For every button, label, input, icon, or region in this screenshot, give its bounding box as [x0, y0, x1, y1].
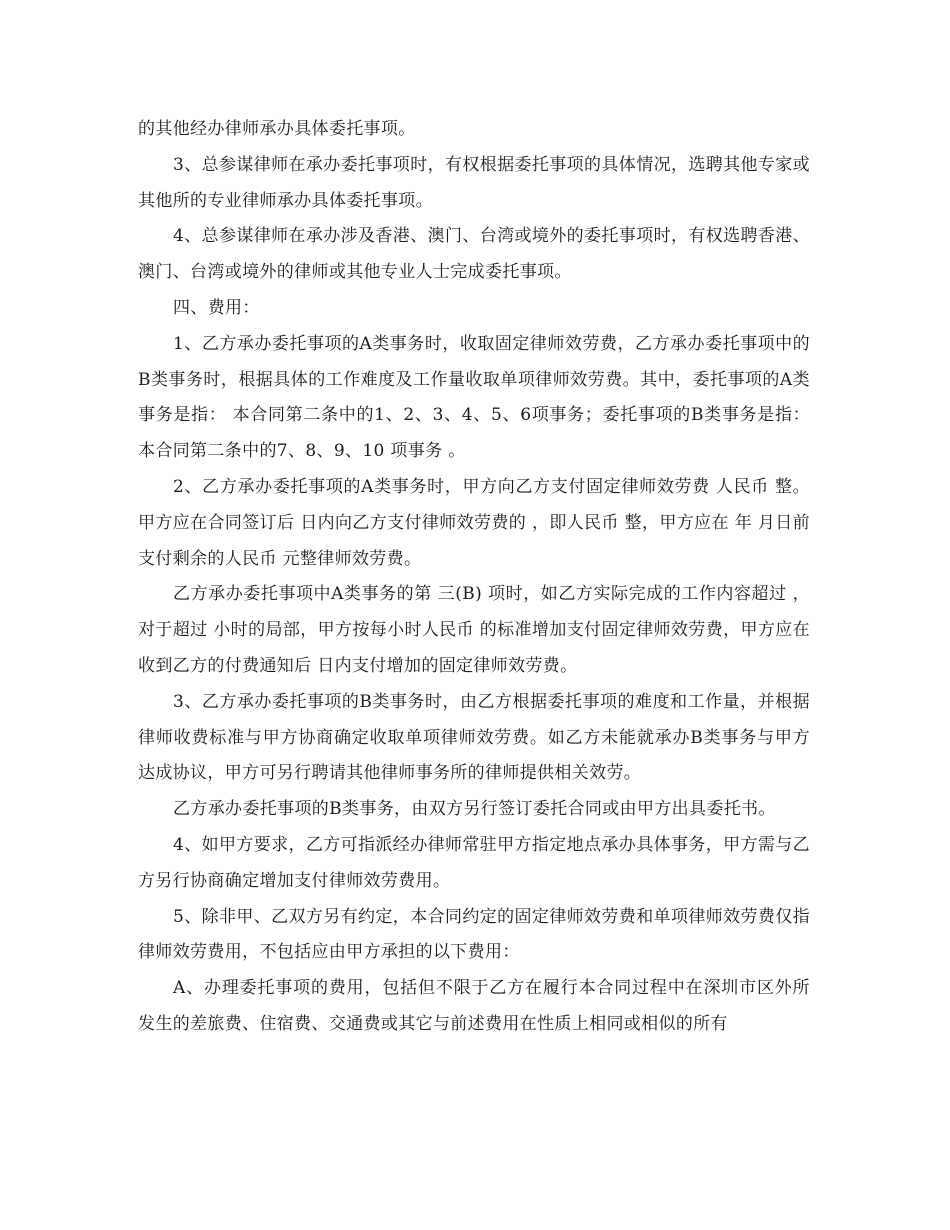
paragraph-fee-3: 3、乙方承办委托事项的B类事务时，由乙方根据委托事项的难度和工作量，并根据律师收费标准与甲方协商确定收取单项律师效劳费。如乙方未能就承办B类事务与甲方达成协议，甲方可另行聘请其他律师事务所的律师提供相关效劳。	[138, 691, 810, 784]
paragraph-fee-2-extra: 乙方承办委托事项中A类事务的第 三(B) 项时，如乙方实际完成的工作内容超过 ，对于超过 小时的局部，甲方按每小时人民币 的标准增加支付固定律师效劳费，甲方应在收到乙方的付费通知后 日内支付增加的固定律师效劳费。	[138, 584, 810, 676]
document-body	[138, 112, 810, 1043]
paragraph-fee-2: 2、乙方承办委托事项的A类事务时，甲方向乙方支付固定律师效劳费 人民币 整。甲方应在合同签订后 日内向乙方支付律师效劳费的 ，即人民币 整，甲方应在 年 月日前支付剩余的人民币 元整律师效劳费。	[138, 476, 810, 569]
paragraph-fee-1: 1、乙方承办委托事项的A类事务时，收取固定律师效劳费，乙方承办委托事项中的B类事务时，根据具体的工作难度及工作量收取单项律师效劳费。其中，委托事项的A类事务是指： 本合同第二条中的1、2、3、4、5、6项事务；委托事项的B类事务是指： 本合同第二条中的7、8、9、10 项事务 。	[138, 333, 810, 462]
section-heading-fees: 四、费用：	[173, 297, 260, 318]
paragraph-fee-5-a: A、办理委托事项的费用，包括但不限于乙方在履行本合同过程中在深圳市区外所发生的差旅费、住宿费、交通费或其它与前述费用在性质上相同或相似的所有	[138, 978, 810, 1034]
paragraph-clause-4: 4、总参谋律师在承办涉及香港、澳门、台湾或境外的委托事项时，有权选聘香港、澳门、台湾或境外的律师或其他专业人士完成委托事项。	[138, 226, 810, 283]
paragraph-fee-4: 4、如甲方要求，乙方可指派经办律师常驻甲方指定地点承办具体事务，甲方需与乙方另行协商确定增加支付律师效劳费用。	[138, 834, 810, 891]
paragraph-fee-3-extra: 乙方承办委托事项的B类事务，由双方另行签订委托合同或由甲方出具委托书。	[173, 799, 776, 820]
paragraph-clause-3: 3、总参谋律师在承办委托事项时，有权根据委托事项的具体情况，选聘其他专家或其他所的专业律师承办具体委托事项。	[138, 154, 810, 211]
paragraph-fee-5: 5、除非甲、乙双方另有约定，本合同约定的固定律师效劳费和单项律师效劳费仅指律师效劳费用，不包括应由甲方承担的以下费用：	[138, 906, 810, 963]
paragraph-continuation: 的其他经办律师承办具体委托事项。	[138, 119, 416, 139]
